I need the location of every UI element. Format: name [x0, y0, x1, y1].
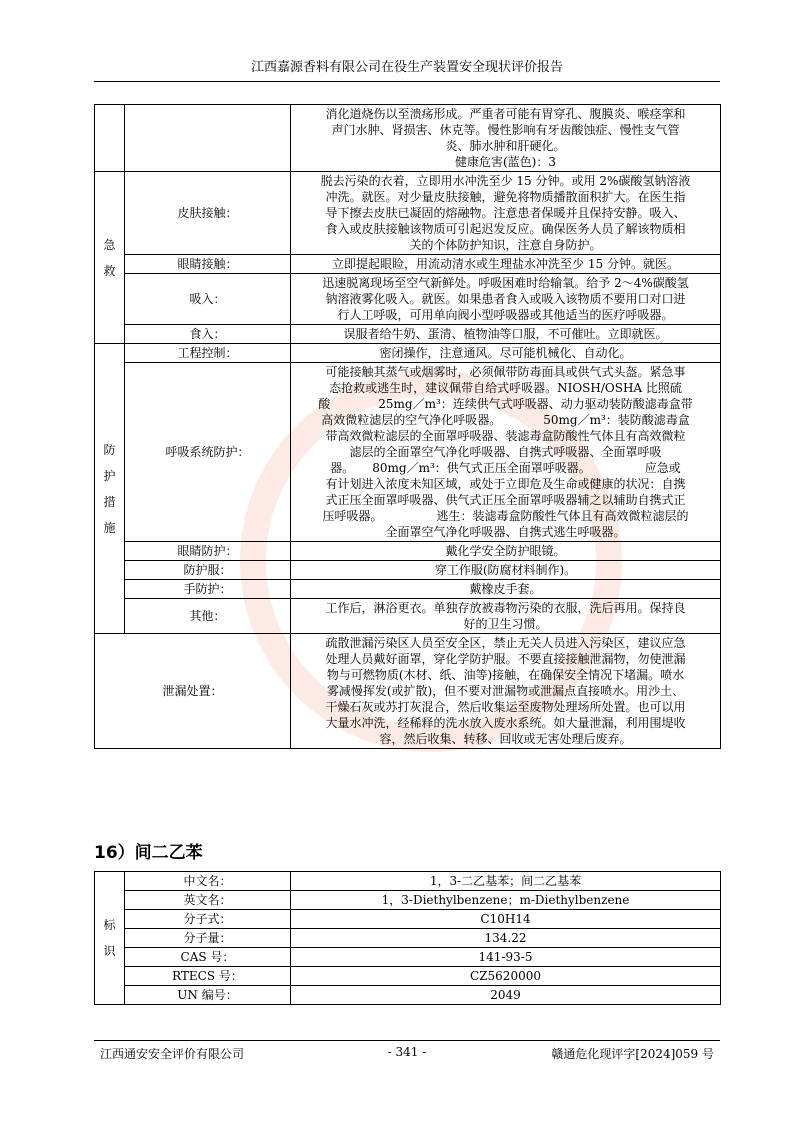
text-line: 穿工作服(防腐材料制作)。 — [434, 563, 577, 577]
text-line: 导下擦去皮肤已凝固的熔融物。注意患者保暖并且保持安静。吸入、 — [325, 206, 686, 220]
text-line: 压呼吸器。 逃生：装滤毒盒防酸性气体且有高效微粒滤层的 — [322, 509, 689, 523]
category-char: 救 — [103, 263, 116, 278]
table-row — [95, 344, 721, 363]
table-row — [95, 948, 721, 967]
ingestion-text — [291, 325, 721, 344]
eye-contact-label: 眼睛接触： — [125, 255, 291, 274]
blank-cell — [125, 105, 291, 172]
cas-number-value: 141-93-5 — [291, 948, 721, 967]
table-row — [95, 274, 721, 325]
text-line: 立即提起眼睑，用流动清水或生理盐水冲洗至少 15 分钟。就医。 — [332, 257, 679, 271]
text-line: 带高效微粒滤层的全面罩呼吸器、装滤毒盒防酸性气体且有高效微粒 — [325, 429, 686, 443]
hazard-info-table — [94, 104, 721, 749]
category-char: 护 — [103, 468, 116, 483]
table-row — [95, 910, 721, 929]
text-line: 误服者给牛奶、蛋清、植物油等口服，不可催吐。立即就医。 — [343, 327, 668, 341]
table-row — [95, 634, 721, 749]
text-line: 冲洗。就医。对少量皮肤接触，避免将物质播散面积扩大。在医生指 — [325, 190, 686, 204]
eye-contact-text — [291, 255, 721, 274]
category-char: 防 — [103, 442, 116, 457]
footer-company: 江西通安安全评价有限公司 — [100, 1047, 245, 1061]
engineering-control-label: 工程控制： — [125, 344, 291, 363]
english-name-label: 英文名： — [125, 891, 291, 910]
text-line: 消化道烧伤以至溃疡形成。严重者可能有胃穿孔、腹膜炎、喉痉挛和 — [325, 107, 686, 121]
text-line: 戴橡皮手套。 — [469, 582, 542, 596]
skin-contact-label: 皮肤接触： — [125, 172, 291, 255]
text-line: 密闭操作，注意通风。尽可能机械化、自动化。 — [379, 346, 632, 360]
identification-category — [95, 872, 125, 1005]
table-row — [95, 325, 721, 344]
rtecs-number-label: RTECS 号： — [125, 967, 291, 986]
english-name-value: 1，3-Diethylbenzene；m-Diethylbenzene — [291, 891, 721, 910]
table-row — [95, 891, 721, 910]
text-line: 迅速脱离现场至空气新鲜处。呼吸困难时给输氧。给予 2～4%碳酸氢 — [322, 276, 689, 290]
protection-category — [95, 344, 125, 634]
molecular-weight-label: 分子量： — [125, 929, 291, 948]
hand-protection-text — [291, 580, 721, 599]
text-line: 物与可燃物质(木材、纸、油等)接触，在确保安全情况下堵漏。喷水 — [326, 668, 685, 682]
text-line: 器。 80mg／m³：供气式正压全面罩呼吸器。 应急或 — [330, 461, 681, 475]
chinese-name-label: 中文名： — [125, 872, 291, 891]
category-char: 标 — [103, 918, 116, 932]
cas-number-label: CAS 号： — [125, 948, 291, 967]
text-line: 干燥石灰或苏打灰混合，然后收集运至废物处理场所处置。也可以用 — [325, 700, 686, 714]
text-line: 钠溶液雾化吸入。就医。如果患者食入或吸入该物质不要用口对口进 — [325, 292, 686, 306]
text-line: 声门水肿、肾损害、休克等。慢性影响有牙齿酸蚀症、慢性支气管 — [331, 123, 680, 137]
molecular-weight-value: 134.22 — [291, 929, 721, 948]
category-char: 措 — [103, 494, 116, 509]
text-line: 疏散泄漏污染区人员至安全区，禁止无关人员进入污染区，建议应急 — [325, 636, 686, 650]
text-line: 脱去污染的衣着，立即用水冲洗至少 15 分钟。或用 2%碳酸氢钠溶液 — [320, 174, 691, 188]
ingestion-label: 食入： — [125, 325, 291, 344]
health-hazard-text — [291, 105, 721, 172]
text-line: 可能接触其蒸气或烟雾时，必须佩带防毒面具或供气式头盔。紧急事 — [325, 365, 686, 379]
eye-protection-text — [291, 542, 721, 561]
footer-document-number: 赣通危化现评字[2024]059 号 — [551, 1047, 714, 1061]
text-line: 全面罩空气净化呼吸器、自携式逃生呼吸器。 — [385, 525, 626, 539]
footer-page-number: - 341 - — [387, 1045, 427, 1059]
engineering-control-text — [291, 344, 721, 363]
table-row — [95, 580, 721, 599]
other-protection-label: 其他： — [125, 599, 291, 634]
protective-clothing-label: 防护服： — [125, 561, 291, 580]
category-char: 急 — [103, 237, 116, 252]
blank-cell — [95, 105, 125, 172]
text-line: 态抢救或逃生时，建议佩带自给式呼吸器。NIOSH/OSHA 比照硫 — [329, 381, 682, 395]
text-line: 行人工呼吸，可用单向阀小型呼吸器或其他适当的医疗呼吸器。 — [337, 308, 674, 322]
page-footer — [94, 1040, 720, 1065]
table-row — [95, 542, 721, 561]
protective-clothing-text — [291, 561, 721, 580]
other-protection-text — [291, 599, 721, 634]
leak-disposal-text — [291, 634, 721, 749]
inhalation-text — [291, 274, 721, 325]
skin-contact-text — [291, 172, 721, 255]
table-row — [95, 561, 721, 580]
un-number-value: 2049 — [291, 986, 721, 1005]
table-row — [95, 172, 721, 255]
text-line: 好的卫生习惯。 — [463, 617, 548, 631]
text-line: 戴化学安全防护眼镜。 — [445, 544, 566, 558]
leak-disposal-label: 泄漏处置： — [95, 634, 291, 749]
text-line: 雾减慢挥发(或扩散)，但不要对泄漏物或泄漏点直接喷水。用沙土、 — [326, 684, 685, 698]
respiratory-protection-label: 呼吸系统防护： — [125, 363, 291, 542]
table-row — [95, 967, 721, 986]
first-aid-category — [95, 172, 125, 344]
table-row — [95, 872, 721, 891]
un-number-label: UN 编号： — [125, 986, 291, 1005]
text-line: 酸 25mg／m³：连续供气式呼吸器、动力驱动装防酸滤毒盒带 — [318, 397, 693, 411]
table-row — [95, 363, 721, 542]
table-row — [95, 105, 721, 172]
chinese-name-value: 1，3-二乙基苯；间二乙基苯 — [291, 872, 721, 891]
table-row — [95, 929, 721, 948]
text-line: 有计划进入浓度未知区域，或处于立即危及生命或健康的状况：自携 — [325, 477, 686, 491]
text-line: 高效微粒滤层的空气净化呼吸器。 50mg／m³：装防酸滤毒盒 — [321, 413, 690, 427]
text-line: 工作后，淋浴更衣。单独存放被毒物污染的衣服，洗后再用。保持良 — [325, 601, 686, 615]
category-char: 识 — [103, 944, 116, 958]
hand-protection-label: 手防护： — [125, 580, 291, 599]
eye-protection-label: 眼睛防护： — [125, 542, 291, 561]
text-line: 滤层的全面罩空气净化呼吸器、自携式呼吸器、全面罩呼吸 — [349, 445, 662, 459]
category-char: 施 — [103, 520, 116, 535]
respiratory-protection-text — [291, 363, 721, 542]
table-row — [95, 599, 721, 634]
text-line: 式正压全面罩呼吸器、供气式正压全面罩呼吸器辅之以辅助自携式正 — [325, 493, 686, 507]
rtecs-number-value: CZ5620000 — [291, 967, 721, 986]
text-line: 容，然后收集、转移、回收或无害处理后废弃。 — [379, 732, 632, 746]
molecular-formula-label: 分子式： — [125, 910, 291, 929]
table-row — [95, 255, 721, 274]
text-line: 处理人员戴好面罩，穿化学防护服。不要直接接触泄漏物，勿使泄漏 — [325, 652, 686, 666]
page-header: 江西嘉源香料有限公司在役生产装置安全现状评价报告 — [94, 56, 720, 82]
section-title: 16）间二乙苯 — [94, 843, 203, 863]
molecular-formula-value: C10H14 — [291, 910, 721, 929]
text-line: 健康危害(蓝色)：3 — [455, 155, 556, 169]
identification-table — [94, 871, 721, 1005]
text-line: 大量水冲洗，经稀释的洗水放入废水系统。如大量泄漏，利用围堤收 — [325, 716, 686, 730]
table-row — [95, 986, 721, 1005]
inhalation-label: 吸入： — [125, 274, 291, 325]
text-line: 关的个体防护知识，注意自身防护。 — [409, 238, 602, 252]
text-line: 炎、肺水肿和肝硬化。 — [445, 139, 566, 153]
text-line: 食入或皮肤接触该物质可引起迟发反应。确保医务人员了解该物质相 — [325, 222, 686, 236]
